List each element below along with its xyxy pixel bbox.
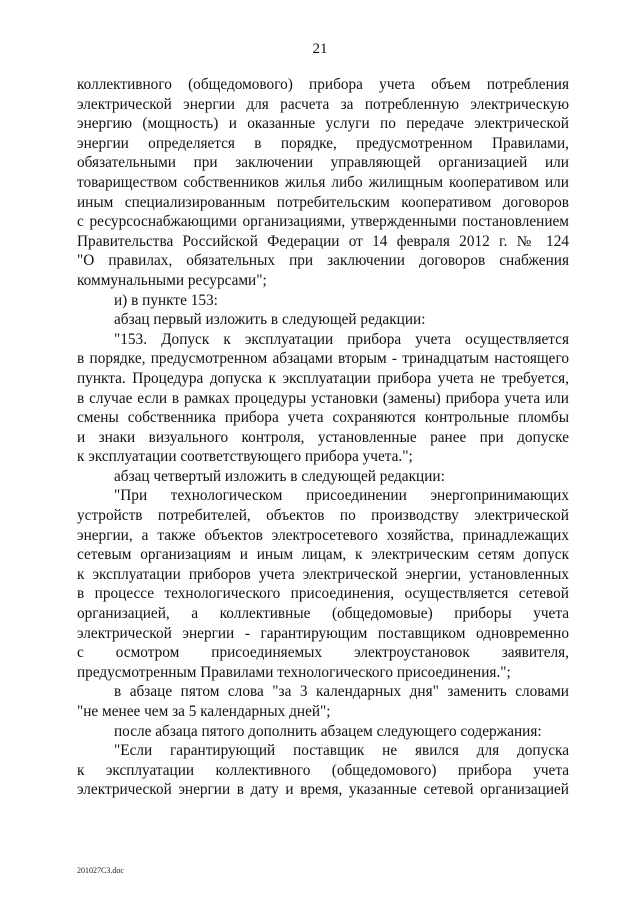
text-line: сетевым организациям и иным лицам, к электрическим сетям допуск	[77, 546, 569, 564]
text-line: коммунальными ресурсами";	[77, 271, 267, 289]
text-line: абзац четвертый изложить в следующей редакции:	[114, 467, 445, 485]
text-line: электрической энергии - гарантирующим поставщиком одновременно	[77, 624, 569, 642]
text-line: "О правилах, обязательных при заключении договоров снабжения	[77, 252, 569, 270]
page-number: 21	[312, 41, 328, 57]
text-line: Правительства Российской Федерации от 14 февраля 2012 г. № 124	[77, 232, 569, 250]
text-line: устройств потребителей, объектов по производству электрической	[77, 507, 569, 525]
text-line: организацией, а коллективные (общедомовые) приборы учета	[77, 605, 569, 623]
text-line: к эксплуатации коллективного (общедомового) прибора учета	[77, 761, 569, 779]
text-line: иным специализированным потребительским кооперативом договоров	[77, 193, 569, 211]
text-line: в порядке, предусмотренном абзацами вторым - тринадцатым настоящего	[77, 350, 569, 368]
text-line: с осмотром присоединяемых электроустановок заявителя,	[77, 644, 569, 662]
text-line: в случае если в рамках процедуры установки (замены) прибора учета или	[77, 389, 569, 407]
text-line: в процессе технологического присоединения, осуществляется сетевой	[77, 585, 569, 603]
text-line: в абзаце пятом слова "за 3 календарных дня" заменить словами	[114, 683, 569, 701]
text-line: энергию (мощность) и оказанные услуги по передаче электрической	[77, 115, 569, 133]
text-line: энергии, а также объектов электросетевого хозяйства, принадлежащих	[77, 526, 569, 544]
text-line: коллективного (общедомового) прибора учета объем потребления	[77, 76, 569, 93]
text-line: с ресурсоснабжающими организациями, утвержденными постановлением	[77, 213, 569, 231]
text-line: электрической энергии для расчета за потребленную электрическую	[77, 95, 569, 113]
text-line: абзац первый изложить в следующей редакции:	[114, 311, 426, 329]
text-line: предусмотренным Правилами технологического присоединения.";	[77, 663, 511, 681]
text-line: и) в пункте 153:	[114, 291, 218, 309]
text-line: после абзаца пятого дополнить абзацем следующего содержания:	[114, 722, 542, 740]
text-line: товариществом собственников жилья либо жилищным кооперативом или	[77, 173, 569, 191]
text-line: "При технологическом присоединении энергопринимающих	[114, 487, 569, 505]
text-line: пункта. Процедура допуска к эксплуатации прибора учета не требуется,	[77, 369, 569, 387]
text-line: к эксплуатации приборов учета электрической энергии, установленных	[77, 565, 569, 583]
document-body	[77, 75, 569, 800]
text-line: и знаки визуального контроля, установленные ранее при допуске	[77, 428, 569, 446]
text-line: к эксплуатации соответствующего прибора учета.";	[77, 448, 413, 466]
text-line: энергии определяется в порядке, предусмотренном Правилами,	[77, 134, 569, 152]
text-line: "не менее чем за 5 календарных дней";	[77, 703, 331, 720]
footer-filename: 201027С3.doc	[77, 866, 124, 875]
text-line: "153. Допуск к эксплуатации прибора учета осуществляется	[114, 330, 569, 348]
text-line: электрической энергии в дату и время, указанные сетевой организацией	[77, 781, 569, 799]
text-line: обязательными при заключении управляющей организацией или	[77, 154, 569, 172]
text-line: смены собственника прибора учета сохраняются контрольные пломбы	[77, 409, 569, 427]
text-line: "Если гарантирующий поставщик не явился для допуска	[114, 742, 569, 760]
